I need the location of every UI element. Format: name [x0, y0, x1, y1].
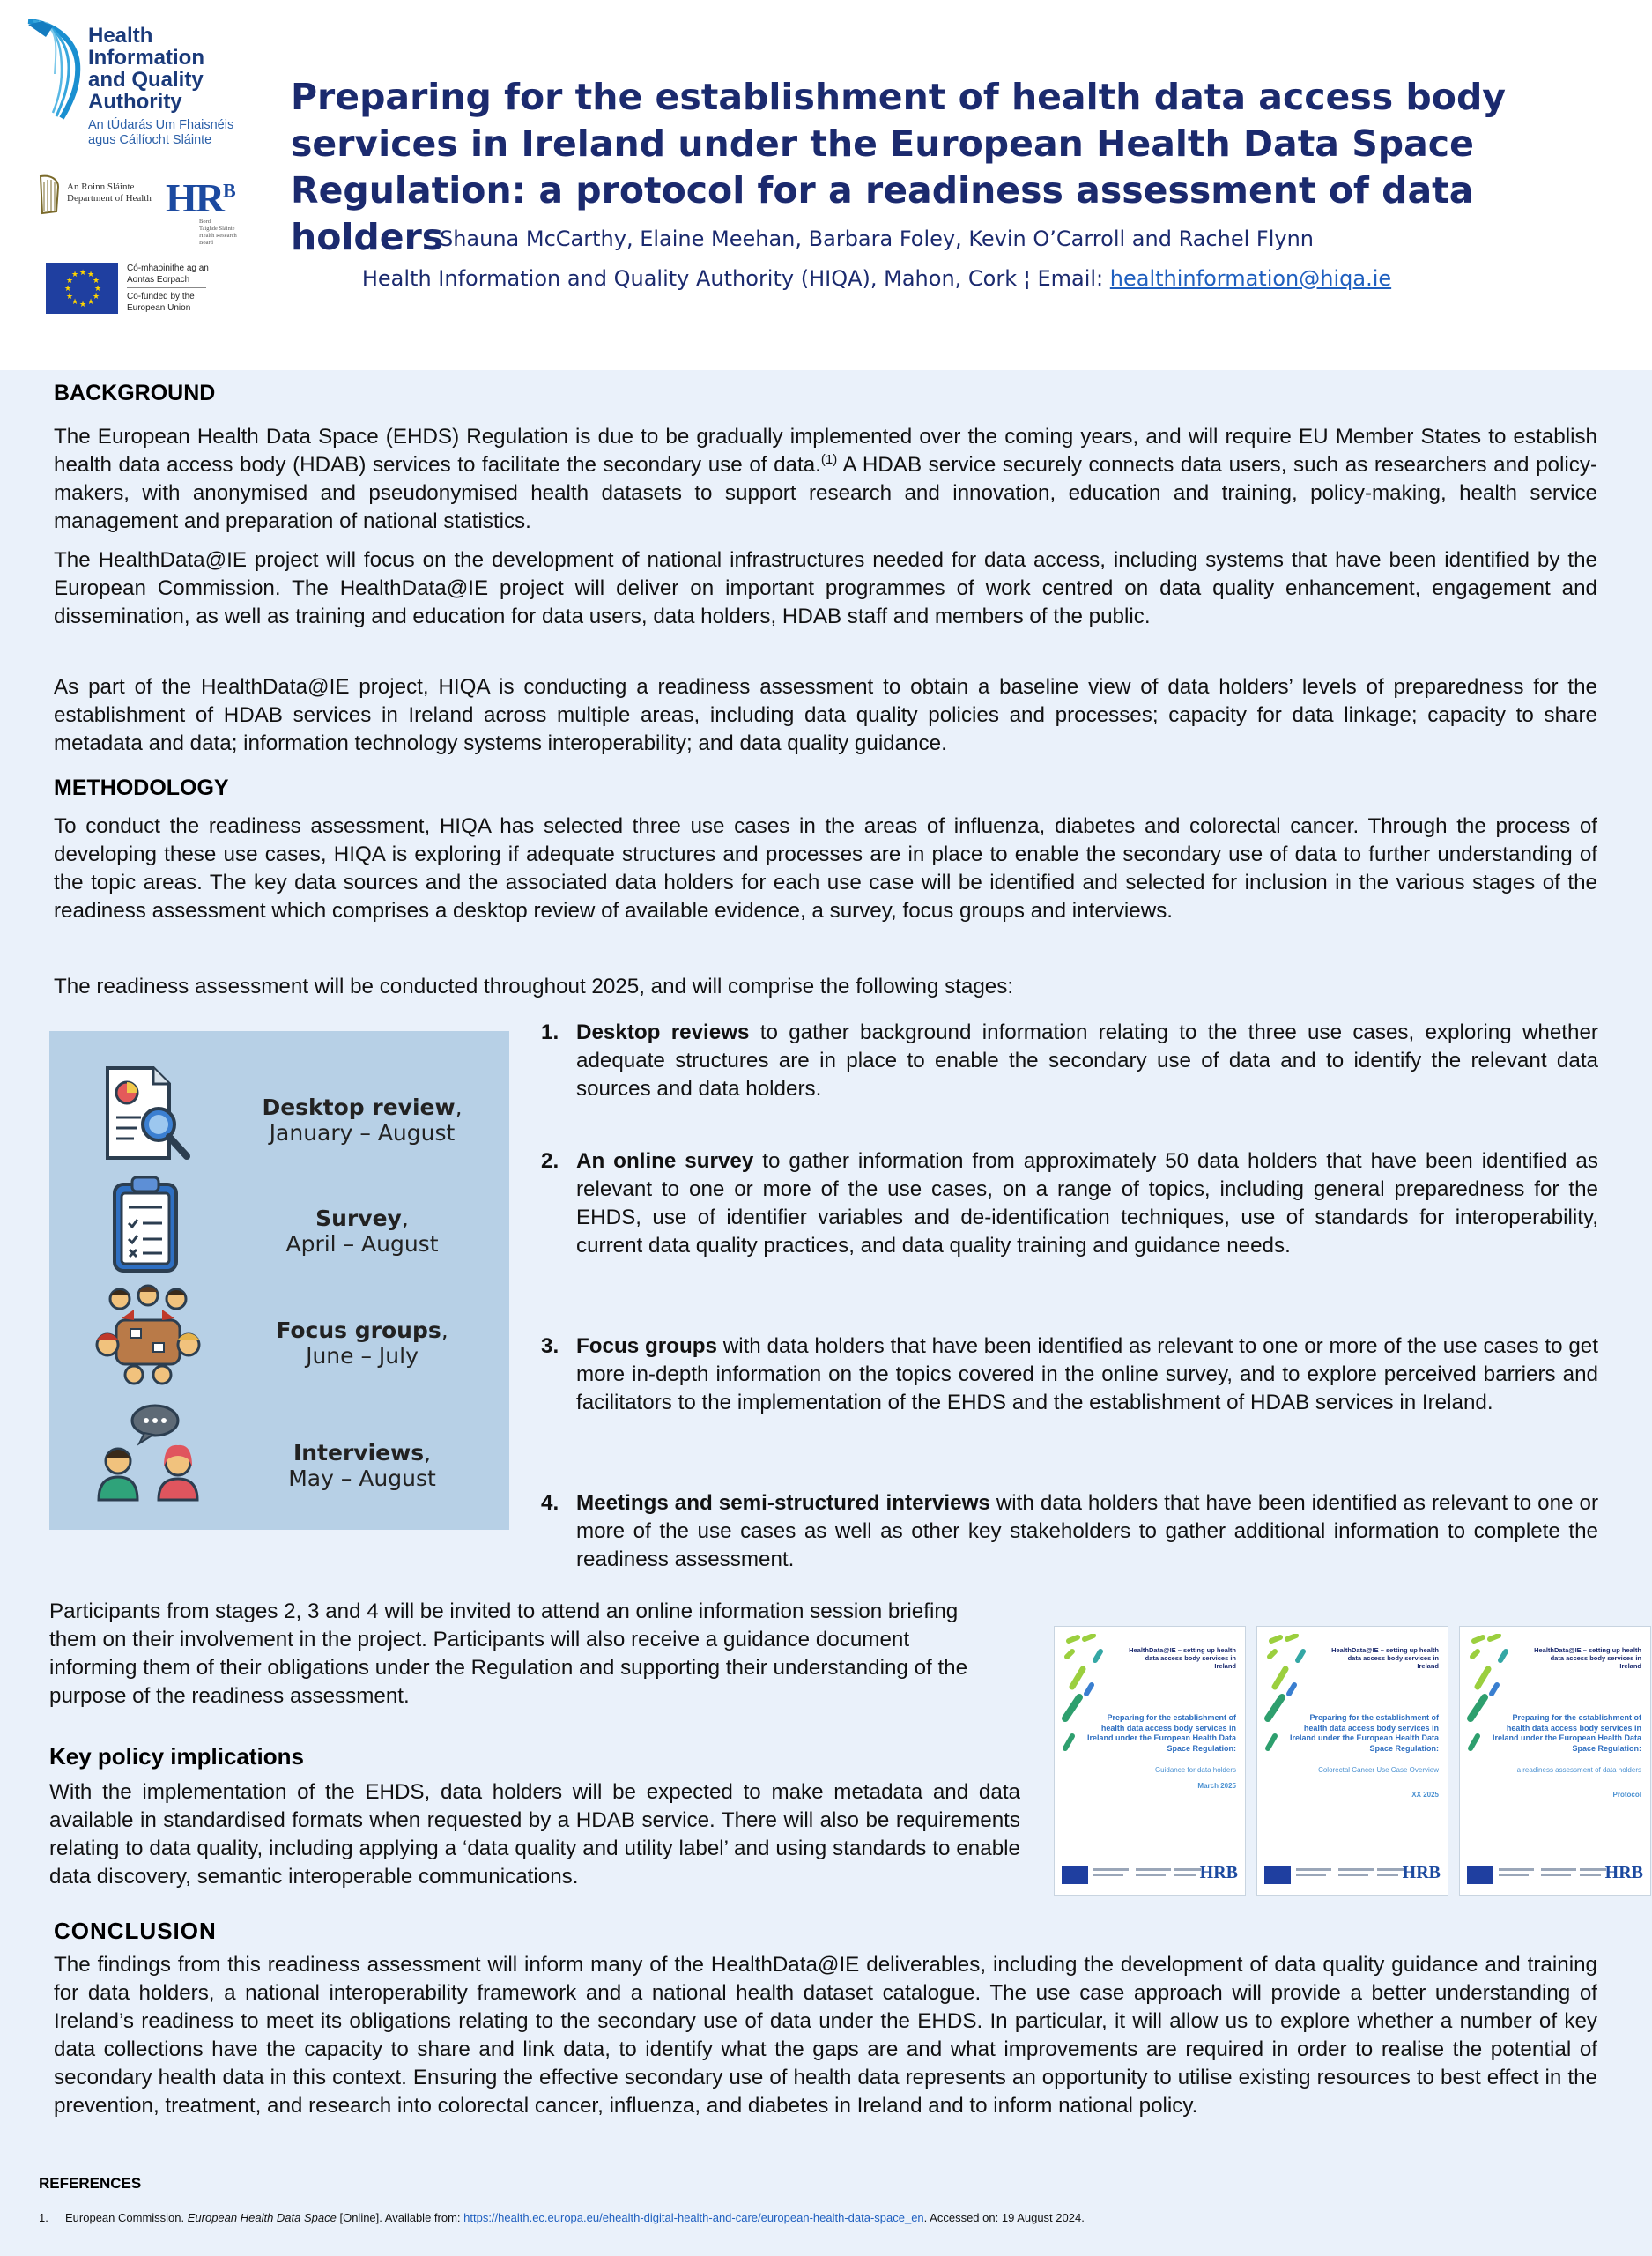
- background-p1-text: The European Health Data Space (EHDS) Regulation is due to be gradually implemented over the coming years, and will require EU Member States to establish health data access body (HDAB) services to facilitate the secondary use of data.: [54, 425, 1597, 477]
- stage-dates: April – August: [285, 1231, 439, 1257]
- eu-divider: [127, 287, 206, 288]
- svg-text:★: ★: [87, 298, 95, 307]
- background-paragraph-1: [54, 423, 1597, 536]
- list-number: 3.: [541, 1334, 559, 1358]
- stage-survey-label: [243, 1206, 481, 1257]
- svg-text:★: ★: [79, 269, 87, 278]
- hrb-logo-small: HRB: [1199, 1863, 1238, 1882]
- reference-1: [39, 2210, 1625, 2226]
- background-p1-text-cont: A HDAB service securely connects data users, such as researchers and policy-makers, with anonymised and pseudonymised health datasets to support research and innovation, education and training, policy-making, health service management and preparation of national statistics.: [54, 453, 1597, 533]
- cover-date: XX 2025: [1411, 1791, 1439, 1799]
- svg-text:★: ★: [66, 293, 74, 301]
- list-item-title: An online survey: [576, 1149, 754, 1173]
- email-link[interactable]: healthinformation@hiqa.ie: [1109, 266, 1392, 291]
- hiqa-irish-name: An tÚdarás Um Fhaisnéis agus Cáilíocht Sláinte: [88, 118, 234, 147]
- reference-title: European Health Data Space: [187, 2211, 337, 2224]
- cover-logo-strip: [1467, 1863, 1643, 1886]
- stage-comma: ,: [441, 1317, 448, 1343]
- stage-interviews-label: [243, 1440, 481, 1491]
- document-cover-guidance: [1054, 1626, 1246, 1896]
- stage-dates: January – August: [269, 1120, 456, 1146]
- list-item-text: to gather information from approximately 50 data holders that have been identified as relevant to one or more of the use cases, on a range of topics, including general preparedness for the EHDS, use of identifier variables and de-identification techniques, use of standards for interoperability, current data quality practices, and data quality training and guidance needs.: [576, 1149, 1598, 1258]
- cover-logo-strip: [1062, 1863, 1238, 1886]
- conclusion-heading: CONCLUSION: [54, 1918, 217, 1944]
- stages-timeline-graphic: [49, 1031, 509, 1530]
- eu-english-text: Co-funded by the European Union: [127, 292, 195, 313]
- stage-name: Survey: [315, 1206, 402, 1231]
- list-number: 1.: [541, 1020, 559, 1044]
- cover-title: Preparing for the establishment of health data access body services in Ireland under the European Health Data Space Regulation:: [1086, 1713, 1236, 1753]
- affiliation-text: Health Information and Quality Authority (HIQA), Mahon, Cork ¦ Email:: [361, 266, 1110, 291]
- svg-text:★: ★: [87, 271, 95, 279]
- stage-comma: ,: [455, 1095, 463, 1120]
- hrb-logo-small: HRB: [1604, 1863, 1643, 1882]
- eu-flag-icon: [1062, 1866, 1088, 1884]
- stage-comma: ,: [401, 1206, 409, 1231]
- stage-name: Interviews: [293, 1440, 425, 1466]
- conclusion-paragraph: The findings from this readiness assessment will inform many of the HealthData@IE deliverables, including the development of data quality guidance and training for data holders, a national interoperability framework and a national health dataset catalogue. The use case approach will provide a better understanding of Ireland’s readiness to meet its obligations relating to the secondary use of data under the EHDS. In particular, it will allow us to explore whether a number of key data collections have the capacity to share and link data, to identify what the gaps are and what improvements are required in order to realise the potential of secondary health data in this context. Ensuring the effective secondary use of health data represents an opportunity to utilise existing resources to best effect in the prevention, treatment, and research into colorectal cancer, influenza, and diabetes in Ireland and to inform national policy.: [54, 1953, 1597, 2118]
- reference-number: 1.: [39, 2211, 48, 2224]
- poster-header: [0, 0, 1652, 370]
- svg-text:★: ★: [94, 285, 102, 293]
- stage-dates: June – July: [306, 1343, 419, 1369]
- methodology-paragraph-1: To conduct the readiness assessment, HIQA has selected three use cases in the areas of influenza, diabetes and colorectal cancer. Through the process of developing these use cases, HIQA is exploring if adequate structures and processes are in place to enable the secondary use of data to further understanding of the topic areas. The key data sources and the associated data holders for each use case will be identified and selected for inclusion in the various stages of the readiness assessment which comprises a desktop review of available evidence, a survey, focus groups and interviews.: [54, 814, 1597, 923]
- svg-text:★: ★: [71, 271, 79, 279]
- harp-icon: [35, 173, 62, 217]
- svg-text:★: ★: [71, 298, 79, 307]
- stage-list-item-2: [541, 1147, 1598, 1260]
- hrb-subtext: Bord Taighde Sláinte Health Research Board: [199, 219, 237, 246]
- methodology-heading: METHODOLOGY: [54, 776, 229, 800]
- eu-cofunded-logo: [46, 263, 213, 315]
- eu-irish-text: Có-mhaoinithe ag an Aontas Eorpach: [127, 263, 209, 285]
- eu-flag-icon: [1467, 1866, 1493, 1884]
- document-cover-protocol: [1459, 1626, 1651, 1896]
- svg-text:★: ★: [93, 277, 100, 286]
- stage-focus-groups-label: [243, 1317, 481, 1369]
- eu-flag-icon: [1264, 1866, 1291, 1884]
- department-of-health-logo: [35, 173, 159, 217]
- cover-date: March 2025: [1197, 1782, 1236, 1790]
- cover-header: HealthData@IE – setting up health data access body services in Ireland: [1331, 1646, 1439, 1670]
- methodology-paragraph-2: The readiness assessment will be conducted throughout 2025, and will comprise the following stages:: [54, 975, 1014, 998]
- eu-flag-icon: [46, 263, 118, 314]
- stage-list-item-1: [541, 1019, 1598, 1103]
- references-heading: REFERENCES: [39, 2175, 142, 2192]
- cover-subtitle: Colorectal Cancer Use Case Overview: [1318, 1766, 1439, 1774]
- svg-text:★: ★: [64, 285, 72, 293]
- stage-list-item-4: [541, 1489, 1598, 1574]
- document-cover-colorectal: [1256, 1626, 1448, 1896]
- cover-subtitle: Guidance for data holders: [1154, 1766, 1236, 1774]
- key-policy-paragraph: With the implementation of the EHDS, data holders will be expected to make metadata and data available in standardised formats when requested by a HDAB service. There will also be requirements relating to data quality, including applying a ‘data quality and utility label’ and using standards to enable data discovery, semantic interoperable communications.: [49, 1780, 1020, 1889]
- cover-title: Preparing for the establishment of health data access body services in Ireland under the European Health Data Space Regulation:: [1289, 1713, 1439, 1753]
- poster-title: Preparing for the establishment of health data access body services in Ireland under the European Health Data Space Regulation: a protocol for a readiness assessment of data holders: [291, 76, 1507, 258]
- stage-name: Focus groups: [276, 1317, 441, 1343]
- two-people-chat-icon: [95, 1401, 201, 1505]
- svg-text:★: ★: [93, 293, 100, 301]
- hrb-logo: [166, 174, 254, 250]
- hiqa-wave-icon: [26, 19, 88, 121]
- list-item-text: with data holders that have been identified as relevant to one or more of the use cases to get more in-depth information on the topics covered in the online survey, and to explore perceived barriers and facilitators to the implementation of the EHDS and the establishment of HDAB services in Ireland.: [576, 1334, 1598, 1414]
- reference-link[interactable]: https://health.ec.europa.eu/ehealth-digital-health-and-care/european-health-data-space_en: [463, 2211, 924, 2224]
- authors: Shauna McCarthy, Elaine Meehan, Barbara Foley, Kevin O’Carroll and Rachel Flynn: [439, 226, 1314, 251]
- list-item-text: with data holders that have been identified as relevant to one or more of the use cases as well as other key stakeholders to gather additional information to complete the readiness assessment.: [576, 1491, 1598, 1571]
- key-policy-heading: Key policy implications: [49, 1743, 304, 1770]
- clipboard-checklist-icon: [95, 1172, 201, 1276]
- hiqa-logo: [26, 19, 238, 160]
- cover-title: Preparing for the establishment of health data access body services in Ireland under the European Health Data Space Regulation:: [1492, 1713, 1641, 1753]
- cover-header: HealthData@IE – setting up health data access body services in Ireland: [1129, 1646, 1236, 1670]
- svg-text:★: ★: [79, 301, 87, 309]
- participants-paragraph: Participants from stages 2, 3 and 4 will be invited to attend an online information session briefing them on their involvement in the project. Participants will also receive a guidance document informing them of their obligations under the Regulation and supporting their understanding of the purpose of the readiness assessment.: [49, 1599, 968, 1708]
- reference-author: European Commission.: [65, 2211, 188, 2224]
- list-item-text: to gather background information relating to the three use cases, exploring whether adequate structures are in place to enable the secondary use of data and to identify the relevant data sources and data holders.: [576, 1020, 1598, 1101]
- list-item-title: Desktop reviews: [576, 1020, 750, 1044]
- hrb-mark: $HR^B$: [166, 175, 234, 220]
- group-meeting-icon: [95, 1283, 201, 1387]
- stage-comma: ,: [424, 1440, 432, 1466]
- stage-list-item-3: [541, 1332, 1598, 1417]
- stage-dates: May – August: [288, 1466, 436, 1491]
- background-heading: BACKGROUND: [54, 381, 216, 405]
- department-of-health-text: An Roinn Sláinte Department of Health: [67, 182, 152, 204]
- reference-accessed: . Accessed on: 19 August 2024.: [923, 2211, 1085, 2224]
- list-item-title: Focus groups: [576, 1334, 717, 1358]
- hiqa-name: Health Information and Quality Authority: [88, 24, 204, 114]
- hrb-logo-small: HRB: [1402, 1863, 1441, 1882]
- list-number: 4.: [541, 1491, 559, 1515]
- reference-available: [Online]. Available from:: [336, 2211, 464, 2224]
- background-paragraph-2: The HealthData@IE project will focus on the development of national infrastructures needed for data access, including systems that have been identified by the European Commission. The HealthData@IE project will deliver on important programmes of work centred on data quality enhancement, engagement and dissemination, as well as training and education for data users, data holders, HDAB staff and members of the public.: [54, 548, 1597, 628]
- svg-text:★: ★: [66, 277, 74, 286]
- cover-header: HealthData@IE – setting up health data access body services in Ireland: [1534, 1646, 1641, 1670]
- list-number: 2.: [541, 1149, 559, 1173]
- stage-name: Desktop review: [262, 1095, 456, 1120]
- citation-superscript: (1): [820, 451, 838, 467]
- document-magnifier-icon: [95, 1063, 201, 1167]
- cover-logo-strip: [1264, 1863, 1441, 1886]
- background-paragraph-3: As part of the HealthData@IE project, HIQA is conducting a readiness assessment to obtain a baseline view of data holders’ levels of preparedness for the establishment of HDAB services in Ireland across multiple areas, including data quality policies and processes; capacity for data linkage; capacity to share metadata and data; information technology systems interoperability; and data quality guidance.: [54, 675, 1597, 755]
- cover-date: Protocol: [1612, 1791, 1641, 1799]
- stage-desktop-review-label: [243, 1095, 481, 1146]
- affiliation: [291, 265, 1463, 292]
- cover-subtitle: a readiness assessment of data holders: [1516, 1766, 1641, 1774]
- list-item-title: Meetings and semi-structured interviews: [576, 1491, 990, 1515]
